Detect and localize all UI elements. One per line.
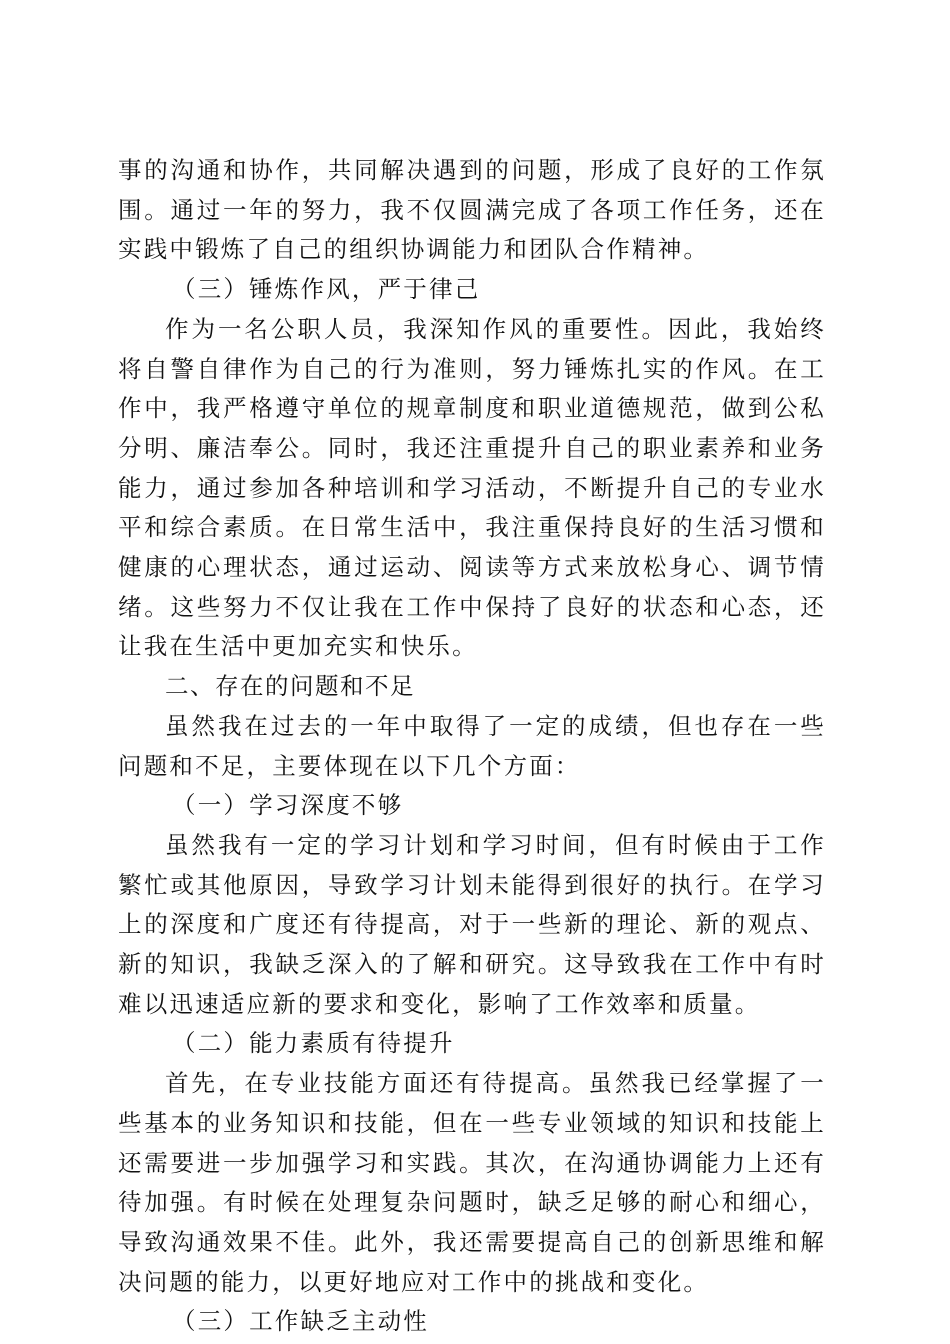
- paragraph-problems-intro: 虽然我在过去的一年中取得了一定的成绩，但也存在一些问题和不足，主要体现在以下几个方面：: [118, 711, 826, 780]
- paragraph-continued: 事的沟通和协作，共同解决遇到的问题，形成了良好的工作氛围。通过一年的努力，我不仅圆满完成了各项工作任务，还在实践中锻炼了自己的组织协调能力和团队合作精神。: [118, 156, 826, 264]
- subheading-initiative: （三）工作缺乏主动性: [172, 1307, 429, 1336]
- subheading-learning-depth: （一）学习深度不够: [172, 791, 404, 820]
- subheading-ability: （二）能力素质有待提升: [172, 1029, 455, 1058]
- document-body: [118, 151, 826, 1342]
- paragraph-ability: 首先，在专业技能方面还有待提高。虽然我已经掌握了一些基本的业务知识和技能，但在一些专业领域的知识和技能上还需要进一步加强学习和实践。其次，在沟通协调能力上还有待加强。有时候在处理复杂问题时，缺乏足够的耐心和细心，导致沟通效果不佳。此外，我还需要提高自己的创新思维和解决问题的能力，以更好地应对工作中的挑战和变化。: [118, 1069, 826, 1296]
- subheading-temper-style: （三）锤炼作风，严于律己: [172, 275, 481, 304]
- paragraph-learning-depth: 虽然我有一定的学习计划和学习时间，但有时候由于工作繁忙或其他原因，导致学习计划未能得到很好的执行。在学习上的深度和广度还有待提高，对于一些新的理论、新的观点、新的知识，我缺乏深入的了解和研究。这导致我在工作中有时难以迅速适应新的要求和变化，影响了工作效率和质量。: [118, 830, 826, 1018]
- paragraph-style-discipline: 作为一名公职人员，我深知作风的重要性。因此，我始终将自警自律作为自己的行为准则，努力锤炼扎实的作风。在工作中，我严格遵守单位的规章制度和职业道德规范，做到公私分明、廉洁奉公。同时，我还注重提升自己的职业素养和业务能力，通过参加各种培训和学习活动，不断提升自己的专业水平和综合素质。在日常生活中，我注重保持良好的生活习惯和健康的心理状态，通过运动、阅读等方式来放松身心、调节情绪。这些努力不仅让我在工作中保持了良好的状态和心态，还让我在生活中更加充实和快乐。: [118, 314, 826, 661]
- section-heading-problems: 二、存在的问题和不足: [165, 672, 415, 701]
